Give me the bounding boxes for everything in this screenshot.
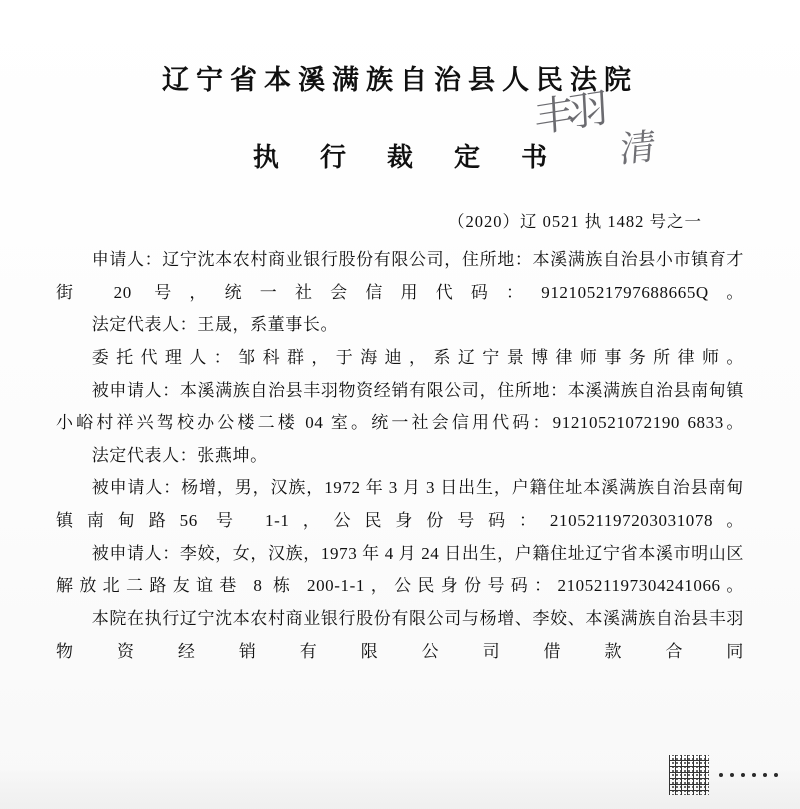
paragraph: 法定代表人：张燕坤。 [91,445,268,465]
dot [752,773,756,777]
dot [774,773,778,777]
footer-mark [669,755,782,795]
document-body [56,244,744,668]
dot-separator [719,773,782,777]
paragraph: 被申请人：本溪满族自治县丰羽物资经销有限公司，住所地：本溪满族自治县南甸镇小峪村祥兴驾校办公楼二楼 04 室。统一社会信用代码：91210521072190 6833。 [56,380,744,433]
document-title: 执 行 裁 定 书 [252,143,564,173]
signature-mark-one: 丰羽 [533,85,603,143]
dot [763,773,767,777]
dot [741,773,745,777]
paragraph: 被申请人：杨增，男，汉族，1972 年 3 月 3 日出生，户籍住址本溪满族自治县南甸镇南甸路56 号 1-1，公民身份号码：210521197203031078。 [56,478,744,530]
paragraph: 被申请人：李姣，女，汉族，1973 年 4 月 24 日出生，户籍住址辽宁省本溪市明山区解放北二路友谊巷 8 栋 200-1-1，公民身份号码：210521197304241066。 [56,543,744,596]
court-title: 辽宁省本溪满族自治县人民法院 [162,65,638,96]
dot [719,773,723,777]
paragraph: 本院在执行辽宁沈本农村商业银行股份有限公司与杨增、李姣、本溪满族自治县丰羽物资经销有限公司借款合同 [56,608,744,661]
signature-mark-two: 清 [618,125,658,172]
paragraph: 委托代理人：邹科群，于海迪，系辽宁景博律师事务所律师。 [91,347,744,367]
paragraph: 申请人：辽宁沈本农村商业银行股份有限公司，住所地：本溪满族自治县小市镇育才街 20 号，统一社会信用代码：91210521797688665Q。 [56,250,744,302]
dot [730,773,734,777]
case-number: （2020）辽 0521 执 1482 号之一 [448,212,702,231]
qr-code-icon [669,755,709,795]
paragraph: 法定代表人：王晟，系董事长。 [91,315,339,335]
